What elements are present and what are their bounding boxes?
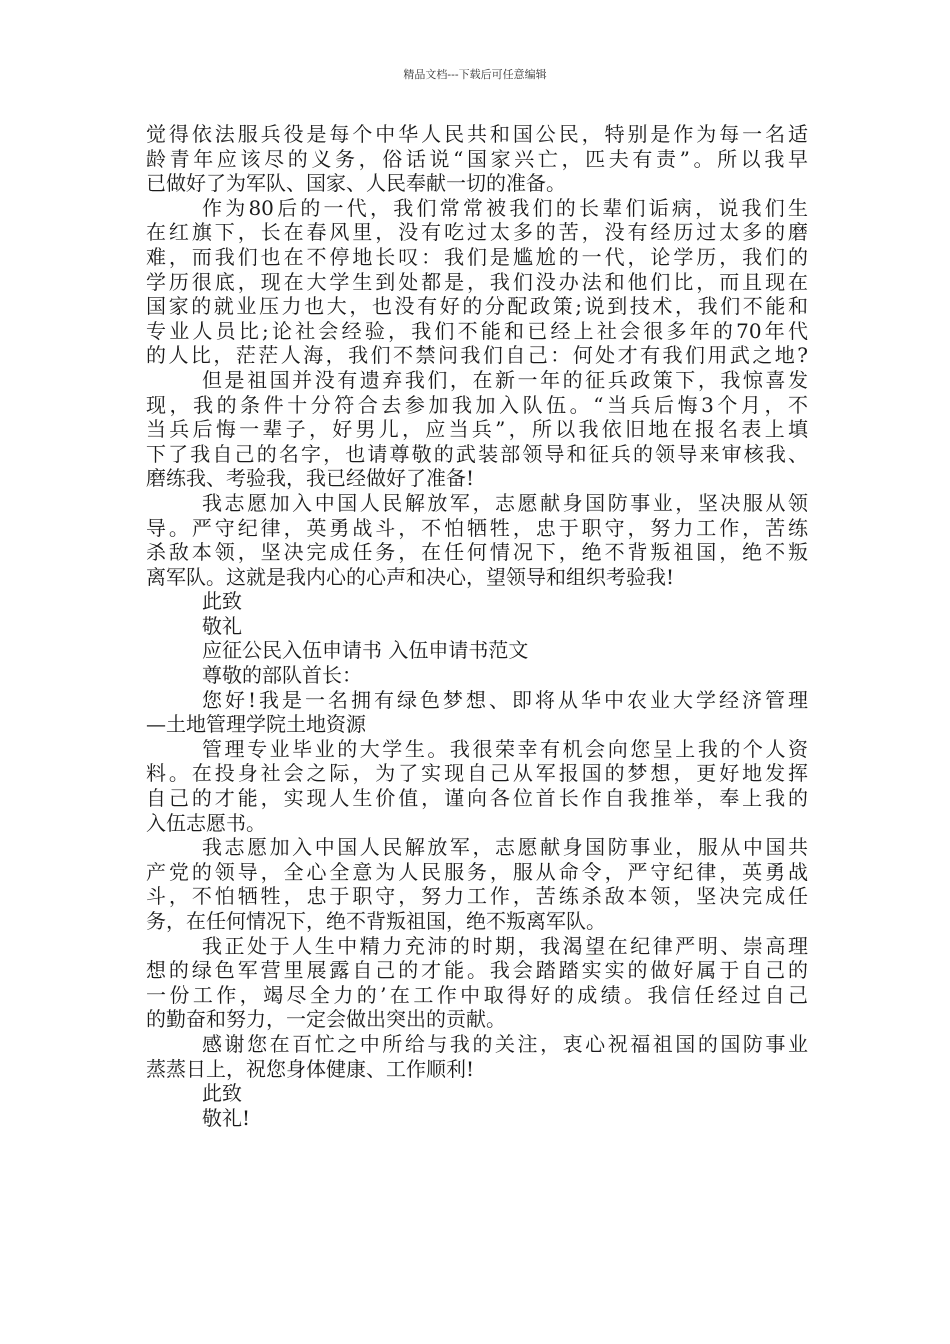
text-line: 现，我的条件十分符合去参加我加入队伍。“当兵后悔3个月，不 bbox=[146, 392, 808, 417]
text-line: 想的绿色军营里展露自己的才能。我会踏踏实实的做好属于自己的 bbox=[146, 958, 808, 983]
text-line: 离军队。这就是我内心的心声和决心，望领导和组织考验我! bbox=[146, 564, 675, 589]
text-line: 自己的才能，实现人生价值，谨向各位首长作自我推举，奉上我的 bbox=[146, 786, 808, 811]
text-line: 难，而我们也在不停地长叹：我们是尴尬的一代，论学历，我们的 bbox=[146, 244, 808, 269]
document-body bbox=[146, 122, 808, 1130]
text-line: 此致 bbox=[202, 1081, 242, 1106]
text-line: 当兵后悔一辈子，好男儿，应当兵”，所以我依旧地在报名表上填 bbox=[146, 417, 808, 442]
text-line: 作为80后的一代，我们常常被我们的长辈们诟病，说我们生 bbox=[202, 195, 808, 220]
text-line: 务，在任何情况下，绝不背叛祖国，绝不叛离军队。 bbox=[146, 909, 606, 933]
text-line: 我正处于人生中精力充沛的时期，我渴望在纪律严明、崇高理 bbox=[202, 933, 808, 958]
text-line: 料。在投身社会之际，为了实现自己从军报国的梦想，更好地发挥 bbox=[146, 761, 808, 786]
page-header: 精品文档---下载后可任意编辑 bbox=[403, 68, 547, 81]
text-line: 但是祖国并没有遗弃我们，在新一年的征兵政策下，我惊喜发 bbox=[202, 367, 808, 392]
text-line: 产党的领导，全心全意为人民服务，服从命令，严守纪律，英勇战 bbox=[146, 859, 808, 884]
text-line: 一份工作，竭尽全力的’在工作中取得好的成绩。我信任经过自己 bbox=[146, 982, 808, 1007]
text-line: 的勤奋和努力，一定会做出突出的贡献。 bbox=[146, 1007, 506, 1032]
text-line: 杀敌本领，坚决完成任务，在任何情况下，绝不背叛祖国，绝不叛 bbox=[146, 540, 808, 565]
text-line: 蒸蒸日上，祝您身体健康、工作顺利! bbox=[146, 1056, 475, 1081]
text-line: 的人比，茫茫人海，我们不禁问我们自己：何处才有我们用武之地? bbox=[146, 343, 808, 368]
text-line: 感谢您在百忙之中所给与我的关注，衷心祝福祖国的国防事业 bbox=[202, 1031, 808, 1056]
text-line: 在红旗下，长在春风里，没有吃过太多的苦，没有经历过太多的磨 bbox=[146, 220, 808, 245]
text-line: 敬礼! bbox=[202, 1105, 251, 1130]
text-line: 下了我自己的名字，也请尊敬的武装部领导和征兵的领导来审核我、 bbox=[146, 441, 808, 466]
text-line: 我志愿加入中国人民解放军，志愿献身国防事业，坚决服从领 bbox=[202, 490, 808, 515]
text-line: 学历很底，现在大学生到处都是，我们没办法和他们比，而且现在 bbox=[146, 269, 808, 294]
text-line: 入伍志愿书。 bbox=[146, 810, 266, 835]
text-line: 您好!我是一名拥有绿色梦想、即将从华中农业大学经济管理 bbox=[202, 687, 808, 712]
text-line: 觉得依法服兵役是每个中华人民共和国公民，特别是作为每一名适 bbox=[146, 122, 808, 146]
text-line: 已做好了为军队、国家、人民奉献一切的准备。 bbox=[146, 171, 566, 196]
text-line: 此致 bbox=[202, 589, 242, 614]
text-line: 敬礼 bbox=[202, 613, 242, 638]
text-line: 龄青年应该尽的义务，俗话说“国家兴亡，匹夫有责”。所以我早 bbox=[146, 146, 808, 171]
text-line: 导。严守纪律，英勇战斗，不怕牺牲，忠于职守，努力工作，苦练 bbox=[146, 515, 808, 540]
text-line: 斗，不怕牺牲，忠于职守，努力工作，苦练杀敌本领，坚决完成任 bbox=[146, 884, 808, 909]
text-line: 我志愿加入中国人民解放军，志愿献身国防事业，服从中国共 bbox=[202, 835, 808, 860]
text-line: 尊敬的部队首长： bbox=[202, 663, 362, 688]
text-line: 专业人员比;论社会经验，我们不能和已经上社会很多年的70年代 bbox=[146, 318, 808, 343]
text-line: —土地管理学院土地资源 bbox=[146, 712, 366, 737]
text-line: 磨练我、考验我，我已经做好了准备! bbox=[146, 466, 475, 491]
text-line: 国家的就业压力也大，也没有好的分配政策;说到技术，我们不能和 bbox=[146, 294, 808, 319]
text-line: 管理专业毕业的大学生。我很荣幸有机会向您呈上我的个人资 bbox=[202, 736, 808, 761]
text-line: 应征公民入伍申请书 入伍申请书范文 bbox=[202, 638, 529, 663]
